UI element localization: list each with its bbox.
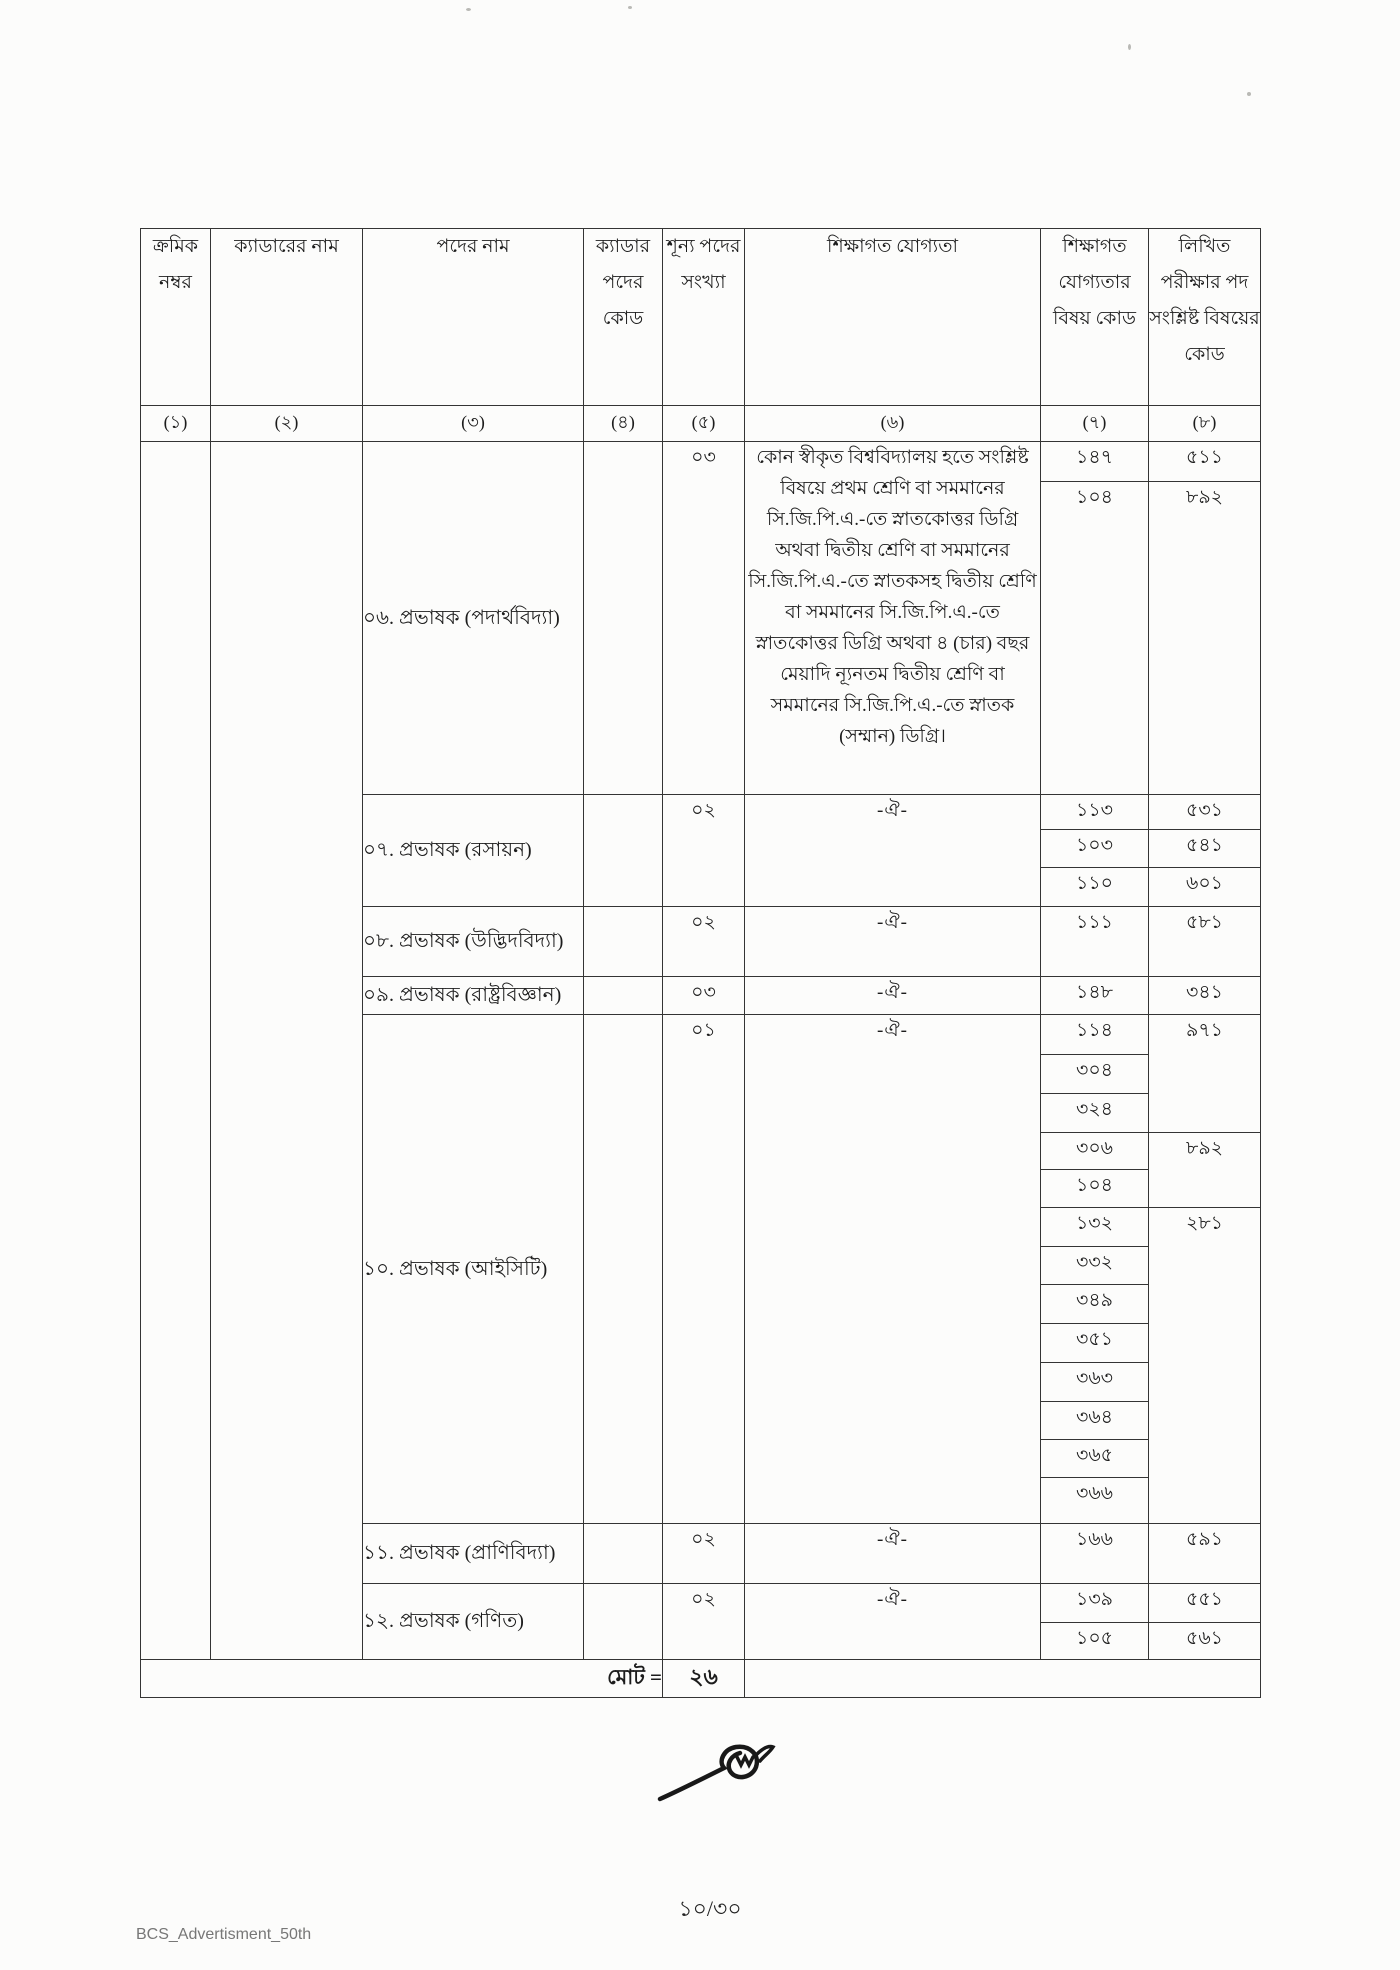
header-subject-code: শিক্ষাগত যোগ্যতার বিষয় কোড xyxy=(1041,229,1149,406)
written-code-07-2: ৫৪১ xyxy=(1149,830,1261,868)
subject-code-10-5: ১০৪ xyxy=(1041,1170,1149,1208)
post-name-08: ০৮. প্রভাষক (উদ্ভিদবিদ্যা) xyxy=(363,907,584,977)
signature-scribble xyxy=(640,1735,800,1835)
post-name-12: ১২. প্রভাষক (গণিত) xyxy=(363,1584,584,1660)
vacant-count-12: ০২ xyxy=(663,1584,745,1660)
post-name-07: ০৭. প্রভাষক (রসায়ন) xyxy=(363,795,584,907)
subject-code-10-11: ৩৬৪ xyxy=(1041,1402,1149,1440)
header-post-name: পদের নাম xyxy=(363,229,584,406)
table-row xyxy=(141,442,1261,482)
page-number: ১০/৩০ xyxy=(678,1896,742,1921)
qualification-06: কোন স্বীকৃত বিশ্ববিদ্যালয় হতে সংশ্লিষ্ট বিষয়ে প্রথম শ্রেণি বা সমমানের সি.জি.পি.এ.-তে স্নাতকোত্তর ডিগ্রি অথবা দ্বিতীয় শ্রেণি বা সমমানের সি.জি.পি.এ.-তে স্নাতকসহ দ্বিতীয় শ্রেণি বা সমমানের সি.জি.পি.এ.-তে স্নাতকোত্তর ডিগ্রি অথবা ৪ (চার) বছর মেয়াদি ন্যূনতম দ্বিতীয় শ্রেণি বা সমমানের সি.জি.পি.এ.-তে স্নাতক (সম্মান) ডিগ্রি। xyxy=(745,442,1041,795)
recruitment-table xyxy=(140,228,1261,1698)
cadre-post-code-09 xyxy=(584,977,663,1015)
scan-speckle xyxy=(1247,92,1251,96)
header-educational-qualification: শিক্ষাগত যোগ্যতা xyxy=(745,229,1041,406)
written-code-10-1: ৯৭১ xyxy=(1149,1015,1261,1133)
post-name-09: ০৯. প্রভাষক (রাষ্ট্রবিজ্ঞান) xyxy=(363,977,584,1015)
footer-filename: BCS_Advertisment_50th xyxy=(136,1926,312,1943)
subject-code-12-1: ১৩৯ xyxy=(1041,1584,1149,1623)
written-code-09-1: ৩৪১ xyxy=(1149,977,1261,1015)
cadre-name-cell-empty xyxy=(211,442,363,1660)
subject-code-10-4: ৩০৬ xyxy=(1041,1133,1149,1170)
col-number-8: (৮) xyxy=(1149,406,1261,442)
subject-code-07-1: ১১৩ xyxy=(1041,795,1149,830)
vacant-count-07: ০২ xyxy=(663,795,745,907)
cadre-post-code-11 xyxy=(584,1524,663,1584)
scan-speckle xyxy=(628,6,632,9)
written-code-10-3: ২৮১ xyxy=(1149,1208,1261,1524)
serial-cell-empty xyxy=(141,442,211,1660)
written-code-12-2: ৫৬১ xyxy=(1149,1623,1261,1660)
header-cadre-post-code: ক্যাডার পদের কোড xyxy=(584,229,663,406)
qualification-12-ditto: -ঐ- xyxy=(745,1584,1041,1660)
qualification-10-ditto: -ঐ- xyxy=(745,1015,1041,1524)
cadre-post-code-07 xyxy=(584,795,663,907)
total-row xyxy=(141,1660,1261,1698)
subject-code-10-3: ৩২৪ xyxy=(1041,1094,1149,1133)
header-vacant-posts: শূন্য পদের সংখ্যা xyxy=(663,229,745,406)
total-vacant-count: ২৬ xyxy=(663,1660,745,1698)
post-name-06: ০৬. প্রভাষক (পদার্থবিদ্যা) xyxy=(363,442,584,795)
scan-speckle xyxy=(466,8,471,11)
subject-code-10-13: ৩৬৬ xyxy=(1041,1478,1149,1524)
subject-code-10-1: ১১৪ xyxy=(1041,1015,1149,1055)
vacant-count-08: ০২ xyxy=(663,907,745,977)
written-code-11-1: ৫৯১ xyxy=(1149,1524,1261,1584)
written-code-10-2: ৮৯২ xyxy=(1149,1133,1261,1208)
subject-code-06-1: ১৪৭ xyxy=(1041,442,1149,482)
table-header-row xyxy=(141,229,1261,406)
subject-code-10-9: ৩৫১ xyxy=(1041,1324,1149,1363)
written-code-08-1: ৫৮১ xyxy=(1149,907,1261,977)
subject-code-06-2: ১০৪ xyxy=(1041,482,1149,795)
col-number-7: (৭) xyxy=(1041,406,1149,442)
col-number-1: (১) xyxy=(141,406,211,442)
subject-code-10-6: ১৩২ xyxy=(1041,1208,1149,1247)
written-code-06-1: ৫১১ xyxy=(1149,442,1261,482)
subject-code-10-10: ৩৬৩ xyxy=(1041,1363,1149,1402)
header-written-exam-code: লিখিত পরীক্ষার পদ সংশ্লিষ্ট বিষয়ের কোড xyxy=(1149,229,1261,406)
qualification-07-ditto: -ঐ- xyxy=(745,795,1041,907)
written-code-06-2: ৮৯২ xyxy=(1149,482,1261,795)
subject-code-10-2: ৩০৪ xyxy=(1041,1055,1149,1094)
vacant-count-11: ০২ xyxy=(663,1524,745,1584)
header-cadre-name: ক্যাডারের নাম xyxy=(211,229,363,406)
cadre-post-code-06 xyxy=(584,442,663,795)
qualification-08-ditto: -ঐ- xyxy=(745,907,1041,977)
written-code-07-1: ৫৩১ xyxy=(1149,795,1261,830)
col-number-3: (৩) xyxy=(363,406,584,442)
written-code-12-1: ৫৫১ xyxy=(1149,1584,1261,1623)
post-name-10: ১০. প্রভাষক (আইসিটি) xyxy=(363,1015,584,1524)
vacant-count-06: ০৩ xyxy=(663,442,745,795)
vacant-count-10: ০১ xyxy=(663,1015,745,1524)
subject-code-07-3: ১১০ xyxy=(1041,868,1149,907)
subject-code-11-1: ১৬৬ xyxy=(1041,1524,1149,1584)
qualification-09-ditto: -ঐ- xyxy=(745,977,1041,1015)
subject-code-07-2: ১০৩ xyxy=(1041,830,1149,868)
subject-code-12-2: ১০৫ xyxy=(1041,1623,1149,1660)
column-number-row xyxy=(141,406,1261,442)
subject-code-10-8: ৩৪৯ xyxy=(1041,1285,1149,1324)
cadre-post-code-10 xyxy=(584,1015,663,1524)
header-serial-number: ক্রমিক নম্বর xyxy=(141,229,211,406)
col-number-6: (৬) xyxy=(745,406,1041,442)
subject-code-08-1: ১১১ xyxy=(1041,907,1149,977)
col-number-4: (৪) xyxy=(584,406,663,442)
total-label: মোট = xyxy=(141,1660,663,1698)
col-number-2: (২) xyxy=(211,406,363,442)
total-row-empty-cell xyxy=(745,1660,1261,1698)
subject-code-10-12: ৩৬৫ xyxy=(1041,1440,1149,1478)
scan-speckle xyxy=(1128,44,1131,50)
cadre-post-code-12 xyxy=(584,1584,663,1660)
post-name-11: ১১. প্রভাষক (প্রাণিবিদ্যা) xyxy=(363,1524,584,1584)
vacant-count-09: ০৩ xyxy=(663,977,745,1015)
written-code-07-3: ৬০১ xyxy=(1149,868,1261,907)
col-number-5: (৫) xyxy=(663,406,745,442)
subject-code-09-1: ১৪৮ xyxy=(1041,977,1149,1015)
subject-code-10-7: ৩৩২ xyxy=(1041,1247,1149,1285)
cadre-post-code-08 xyxy=(584,907,663,977)
qualification-11-ditto: -ঐ- xyxy=(745,1524,1041,1584)
